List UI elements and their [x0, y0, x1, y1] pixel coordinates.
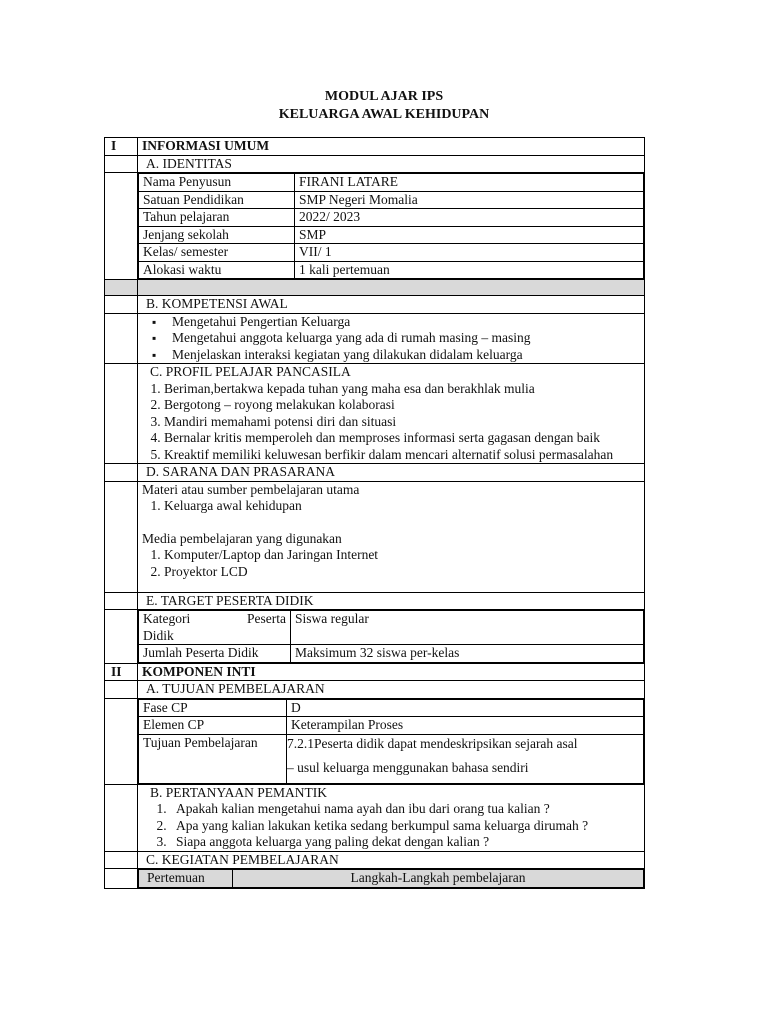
kategori-word: Kategori — [143, 611, 191, 626]
kategori-value: Siswa regular — [291, 611, 644, 645]
table-row — [139, 261, 644, 279]
list-item: ▪ Mengetahui anggota keluarga yang ada di rumah masing – masing — [172, 330, 640, 347]
row-value: 2022/ 2023 — [295, 209, 644, 227]
table-row — [139, 645, 644, 663]
column-header: Pertemuan — [139, 870, 233, 888]
table-row — [139, 244, 644, 262]
section-number: I — [105, 138, 138, 156]
section-2-header-row — [105, 663, 645, 681]
row-value: SMP Negeri Momalia — [295, 191, 644, 209]
column-header: Langkah-Langkah pembelajaran — [233, 870, 644, 888]
materi-list — [142, 498, 640, 515]
list-item: 2. Apa yang kalian lakukan ketika sedang berkumpul sama keluarga dirumah ? — [170, 818, 640, 835]
shaded-separator-row — [105, 280, 645, 296]
table-row — [139, 611, 644, 645]
row-label: Tujuan Pembelajaran — [139, 734, 287, 783]
list-item: 2. Proyektor LCD — [164, 564, 640, 581]
jumlah-label: Jumlah Peserta Didik — [139, 645, 291, 663]
sarana-heading: D. SARANA DAN PRASARANA — [138, 464, 645, 482]
section-title: KOMPONEN INTI — [138, 663, 645, 681]
title-line-2: KELUARGA AWAL KEHIDUPAN — [278, 107, 490, 122]
jumlah-value: Maksimum 32 siswa per-kelas — [291, 645, 644, 663]
list-item: 4. Bernalar kritis memperoleh dan memproses informasi serta gagasan dengan baik — [164, 430, 640, 447]
target-heading: E. TARGET PESERTA DIDIK — [138, 592, 645, 610]
tujuan-text-line-2: – usul keluarga menggunakan bahasa sendiri — [287, 759, 529, 775]
profil-heading: C. PROFIL PELAJAR PANCASILA — [150, 364, 351, 379]
tujuan-text-line-1: 7.2.1Peserta didik dapat mendeskripsikan sejarah asal — [287, 735, 578, 751]
didik-word: Didik — [143, 627, 174, 643]
row-label: Elemen CP — [139, 717, 287, 735]
list-item: 1. Beriman,bertakwa kepada tuhan yang maha esa dan berakhlak mulia — [164, 381, 640, 398]
row-label: Alokasi waktu — [139, 261, 295, 279]
title-line-1: MODUL AJAR IPS — [324, 89, 444, 104]
row-label: Satuan Pendidikan — [139, 191, 295, 209]
row-value: SMP — [295, 226, 644, 244]
table-row — [139, 191, 644, 209]
kategori-label — [139, 611, 291, 645]
pertanyaan-list — [142, 801, 640, 851]
section-number: II — [105, 663, 138, 681]
list-item: ▪ Menjelaskan interaksi kegiatan yang dilakukan didalam keluarga — [172, 347, 640, 364]
list-item: 2. Bergotong – royong melakukan kolaborasi — [164, 397, 640, 414]
row-value: 1 kali pertemuan — [295, 261, 644, 279]
list-item: 3. Mandiri memahami potensi diri dan situasi — [164, 414, 640, 431]
list-item: 1. Keluarga awal kehidupan — [164, 498, 640, 515]
pertanyaan-heading: B. PERTANYAAN PEMANTIK — [150, 784, 327, 800]
document-title-block — [0, 88, 768, 124]
section-1-header-row — [105, 138, 645, 156]
materi-label: Materi atau sumber pembelajaran utama — [142, 481, 360, 497]
list-item: 1. Apakah kalian mengetahui nama ayah dan ibu dari orang tua kalian ? — [170, 801, 640, 818]
section-title: INFORMASI UMUM — [138, 138, 645, 156]
row-label: Tahun pelajaran — [139, 209, 295, 227]
table-header-row — [139, 870, 644, 888]
row-label: Jenjang sekolah — [139, 226, 295, 244]
row-value: VII/ 1 — [295, 244, 644, 262]
module-table — [104, 137, 645, 889]
row-value: Keterampilan Proses — [287, 717, 644, 735]
table-row — [139, 209, 644, 227]
list-item: 3. Siapa anggota keluarga yang paling dekat dengan kalian ? — [170, 834, 640, 851]
media-list — [142, 547, 640, 580]
list-item: ▪ Mengetahui Pengertian Keluarga — [172, 314, 640, 331]
tujuan-table — [138, 699, 644, 784]
media-label: Media pembelajaran yang digunakan — [142, 530, 342, 546]
row-label: Fase CP — [139, 699, 287, 717]
peserta-word: Peserta — [247, 611, 286, 626]
row-value: FIRANI LATARE — [295, 174, 644, 192]
table-row — [139, 174, 644, 192]
tujuan-heading: A. TUJUAN PEMBELAJARAN — [138, 681, 645, 699]
table-row — [139, 699, 644, 717]
profil-list — [142, 381, 640, 464]
list-item: 5. Kreaktif memiliki keluwesan berfikir dalam mencari alternatif solusi permasalahan — [164, 447, 640, 464]
identitas-table — [138, 173, 644, 279]
list-item: 1. Komputer/Laptop dan Jaringan Internet — [164, 547, 640, 564]
kegiatan-heading: C. KEGIATAN PEMBELAJARAN — [138, 851, 645, 869]
row-value: D — [287, 699, 644, 717]
table-row — [139, 734, 644, 783]
kompetensi-list — [142, 314, 640, 364]
row-label: Kelas/ semester — [139, 244, 295, 262]
target-table — [138, 610, 644, 663]
kompetensi-heading: B. KOMPETENSI AWAL — [138, 296, 645, 314]
table-row — [139, 226, 644, 244]
identitas-heading: A. IDENTITAS — [138, 155, 645, 173]
kegiatan-table — [138, 869, 644, 888]
table-row — [139, 717, 644, 735]
row-label: Nama Penyusun — [139, 174, 295, 192]
